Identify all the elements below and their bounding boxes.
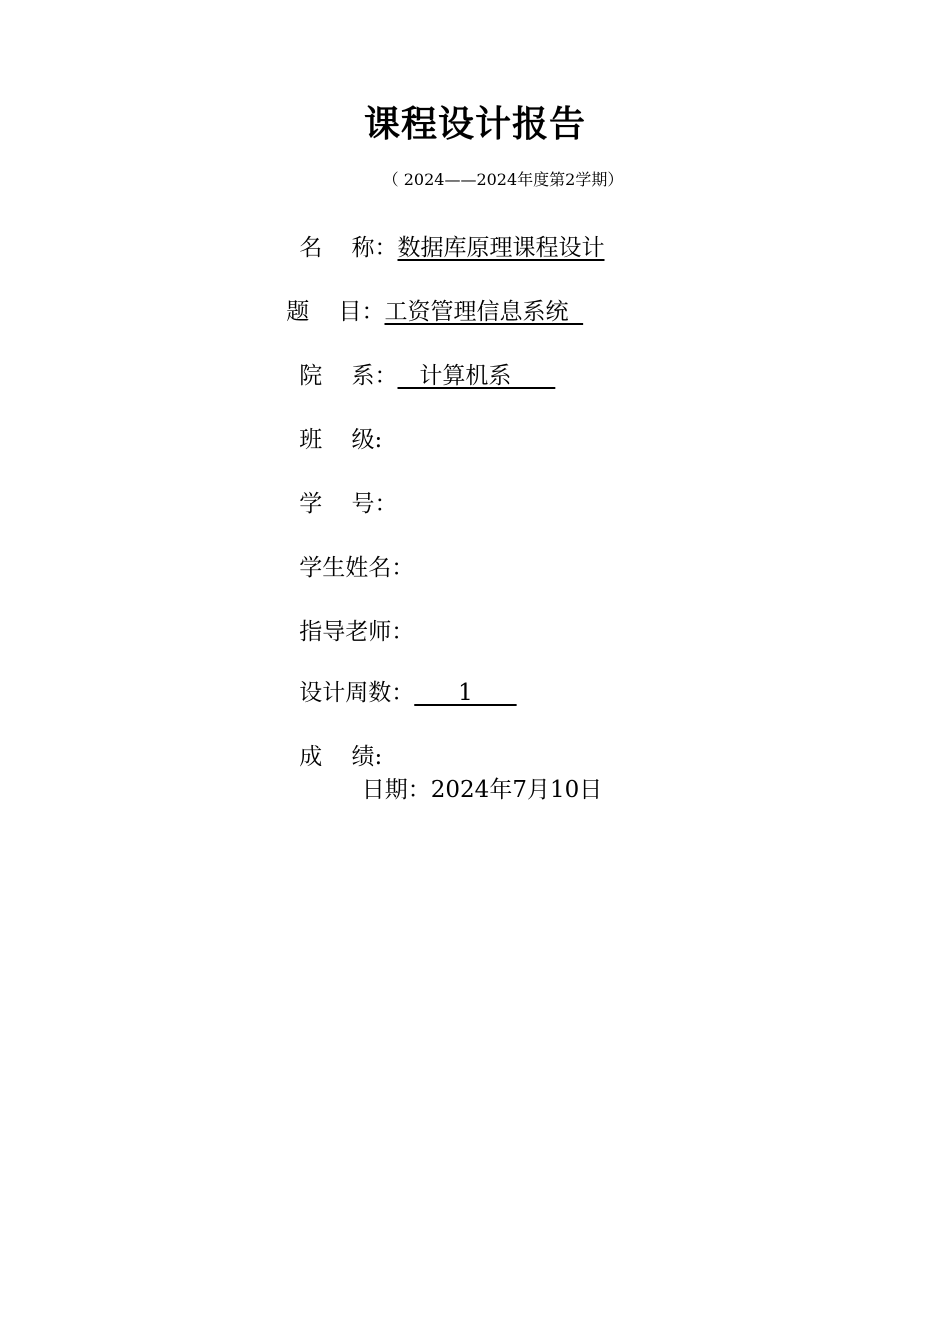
class-label: 班 级: (299, 427, 383, 453)
topic-value: 工资管理信息系统 (384, 299, 584, 325)
student-id-label: 学 号： (299, 491, 398, 517)
course-name-label: 名 称： (299, 235, 398, 261)
student-name-label: 学生姓名： (299, 555, 415, 581)
academic-term: （ 2024——2024年度第2学期） (382, 170, 624, 189)
report-date: 日期：2024年7月10日 (361, 777, 603, 803)
page-title: 课程设计报告 (363, 103, 586, 145)
design-weeks-label: 设计周数： (299, 680, 415, 706)
department-value: 计算机系 (397, 363, 556, 389)
topic-label: 题 目： (286, 299, 385, 325)
course-name-value: 数据库原理课程设计 (397, 235, 605, 261)
design-weeks-value: 1 (414, 680, 517, 706)
advisor-label: 指导老师： (299, 619, 415, 645)
grade-label: 成 绩: (299, 744, 383, 770)
department-label: 院 系： (299, 363, 398, 389)
